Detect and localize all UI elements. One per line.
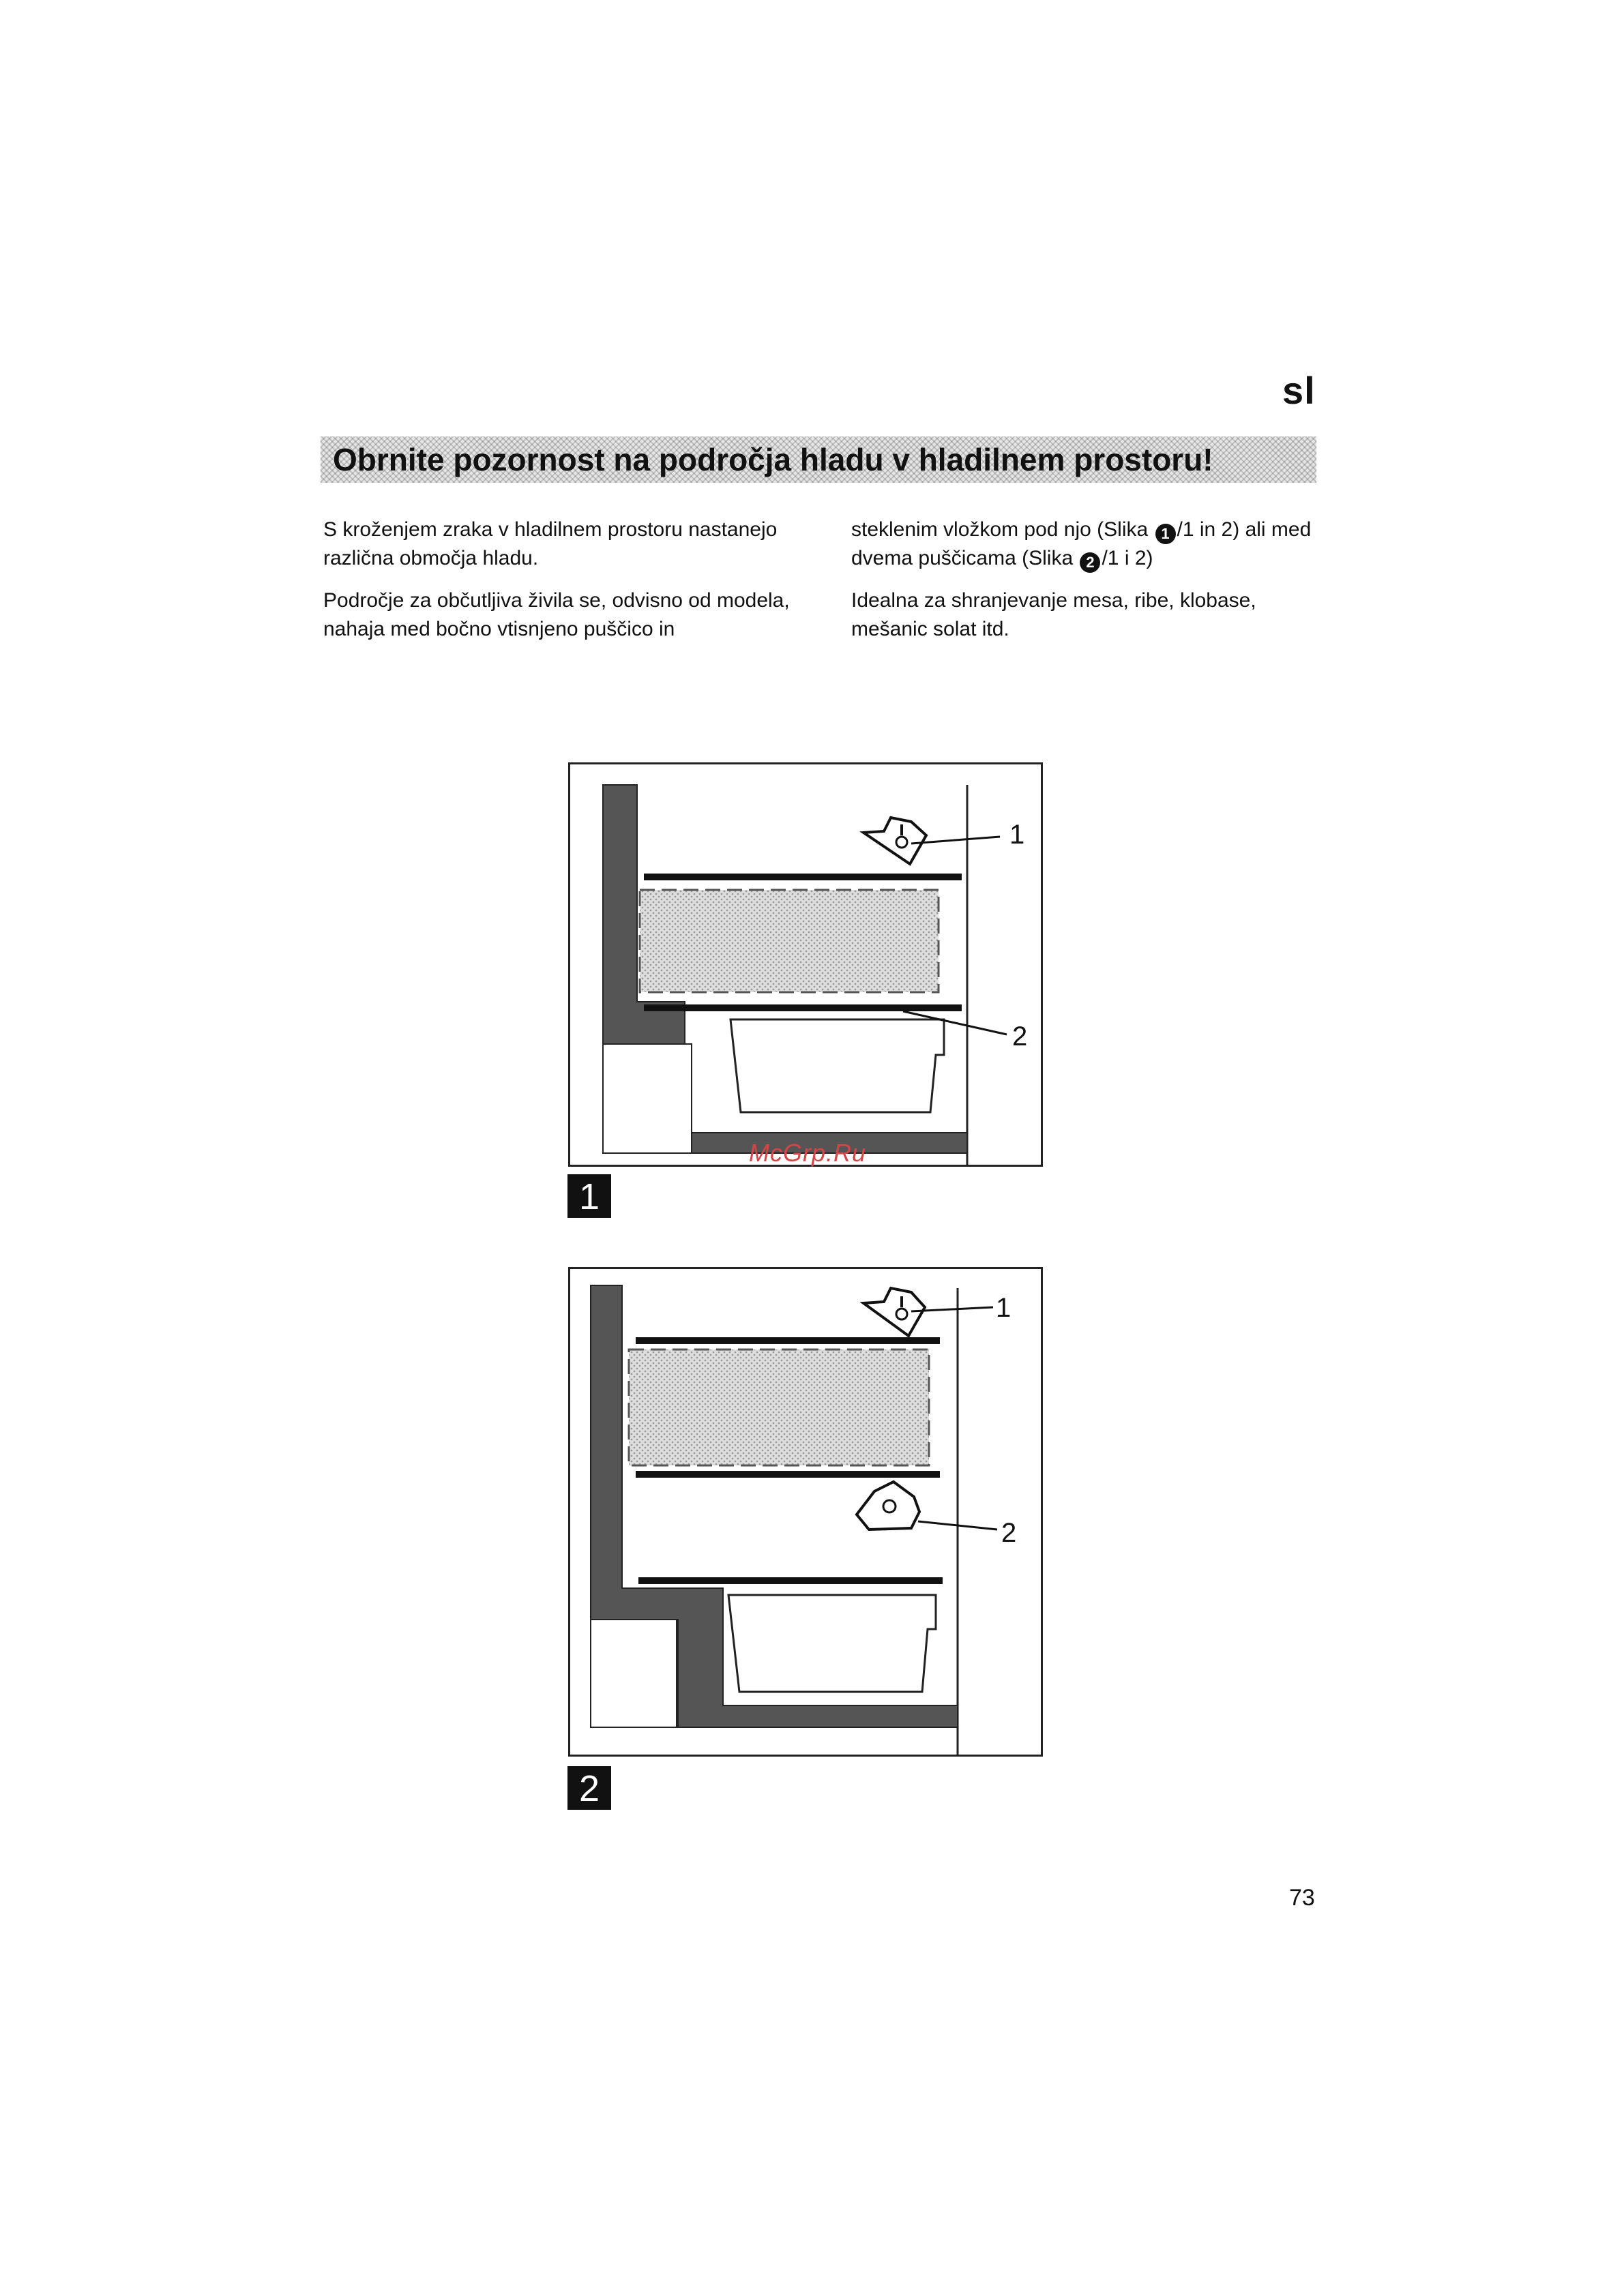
watermark-text: McGrp.Ru (749, 1139, 867, 1167)
lower-compartment (591, 1620, 677, 1727)
lower-glass-shelf (644, 1004, 962, 1011)
figure-1-diagram (570, 764, 1041, 1165)
text-column-left (323, 516, 814, 657)
section-title-bar (321, 436, 1316, 483)
callout-label-1: 1 (996, 1293, 1012, 1323)
upper-glass-shelf (644, 874, 962, 880)
figure-2-diagram (570, 1269, 1041, 1755)
figure-ref-badge-2: 2 (1080, 552, 1100, 573)
figure-1-frame (568, 762, 1043, 1167)
figure-1-number: 1 (567, 1174, 611, 1218)
page-title: Obrnite pozornost na področja hladu v hladilnem prostoru! (333, 442, 1213, 477)
lower-glass-shelf (638, 1577, 943, 1584)
middle-glass-shelf (636, 1471, 940, 1478)
language-tag: sl (1282, 369, 1316, 412)
paragraph-air-circulation: S kroženjem zraka v hladilnem prostoru nastanejo različna območja hladu. (323, 518, 778, 569)
paragraph-ideal-storage: Idealna za shranjevanje mesa, ribe, klobase, mešanic solat itd. (851, 589, 1256, 640)
callout-label-2: 2 (1012, 1022, 1028, 1052)
callout-label-1: 1 (1009, 820, 1025, 850)
vegetable-drawer (730, 1019, 944, 1112)
paragraph-figure-reference (851, 516, 1329, 573)
figure-ref-badge-1: 1 (1155, 524, 1176, 544)
text-fragment: /1 i 2) (1102, 547, 1153, 569)
figure-2-frame (568, 1267, 1043, 1757)
lower-compartment (603, 1044, 692, 1153)
text-fragment: steklenim vložkom pod njo (Slika (851, 518, 1154, 541)
vegetable-drawer (728, 1595, 936, 1692)
upper-glass-shelf (636, 1337, 940, 1344)
arrow-marker-bottom-icon (857, 1482, 919, 1530)
callout-label-2: 2 (1001, 1518, 1017, 1548)
figure-2-number: 2 (567, 1766, 611, 1810)
paragraph-sensitive-food-area: Področje za občutljiva živila se, odvisno od modela, nahaja med bočno vtisnjeno puščico in (323, 589, 790, 640)
text-fragment: /1 in 2) ali med dvema puščicama (Slika (851, 518, 1312, 569)
page-number: 73 (1289, 1885, 1315, 1911)
cold-zone-area (640, 890, 939, 992)
text-column-right (851, 516, 1329, 657)
arrow-marker-icon (863, 818, 926, 864)
cold-zone-area (629, 1350, 929, 1465)
